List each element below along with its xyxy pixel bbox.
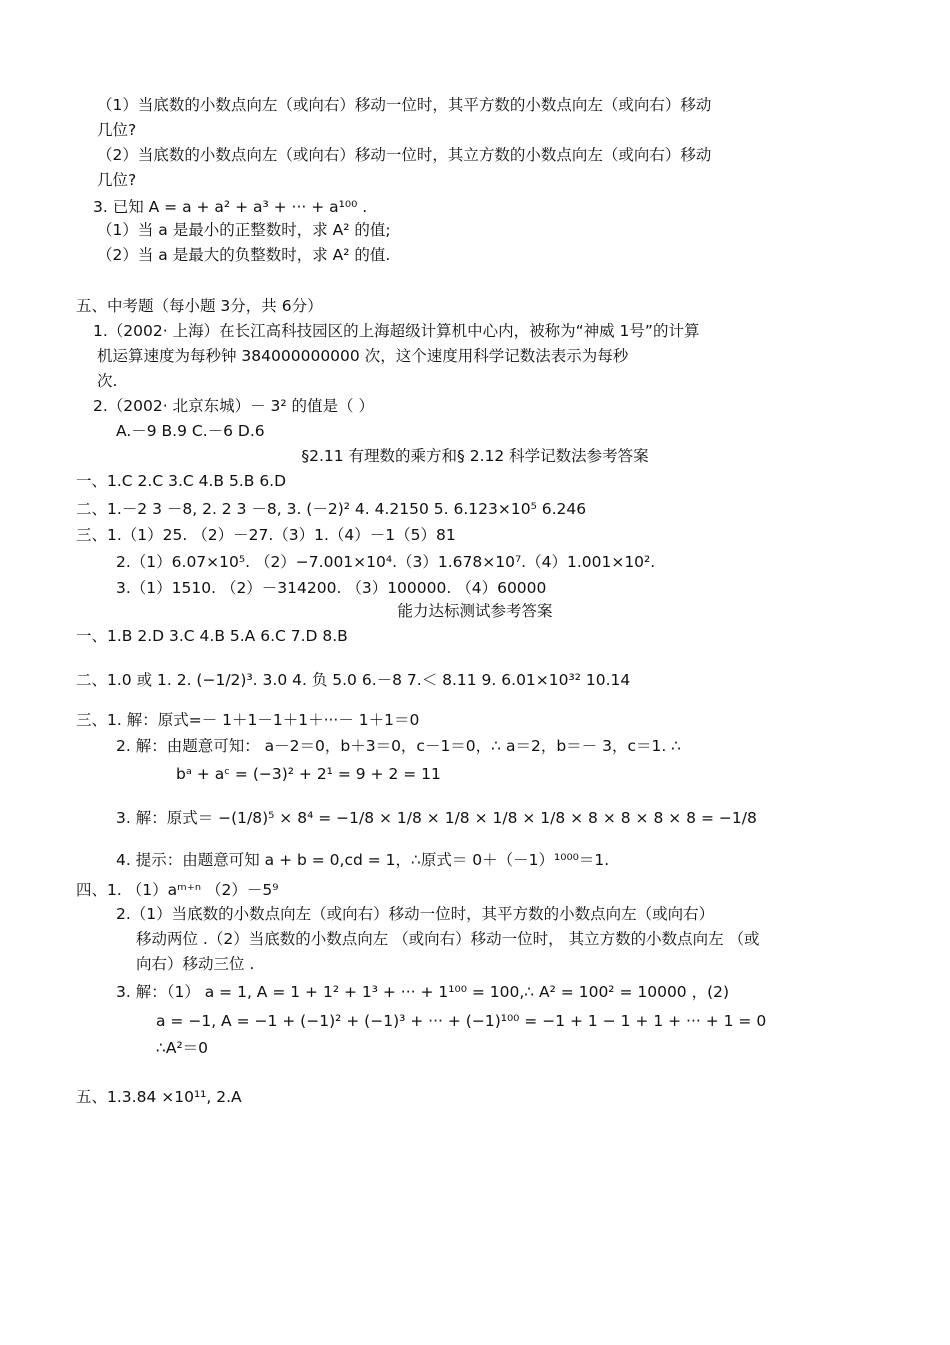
- answer-key-title: §2.11 有理数的乘方和§ 2.12 科学记数法参考答案: [301, 447, 649, 465]
- ability-answer-section-1: 一、1.B 2.D 3.C 4.B 5.A 6.C 7.D 8.B: [76, 627, 348, 645]
- exam-question-2-options: A.－9 B.9 C.－6 D.6: [116, 422, 265, 440]
- ability-answer-section-3-item-2-line-2: bᵃ + aᶜ = (−3)² + 2¹ = 9 + 2 = 11: [176, 765, 441, 783]
- question-3-part-1: （1）当 a 是最小的正整数时，求 A² 的值;: [97, 221, 391, 239]
- ability-answer-section-4-item-3-line-2: a = −1, A = −1 + (−1)² + (−1)³ + ··· + (−1)¹⁰⁰ = −1 + 1 − 1 + 1 + ··· + 1 = 0: [156, 1012, 767, 1030]
- exam-question-1-line-1: 1.（2002· 上海）在长江高科技园区的上海超级计算机中心内，被称为“神威 1号”的计算: [93, 322, 700, 340]
- ability-answer-section-4-item-2-line-3: 向右）移动三位 .: [136, 955, 255, 973]
- answer-section-3-item-2: 2.（1）6.07×10⁵. （2）−7.001×10⁴.（3）1.678×10⁷.（4）1.001×10².: [116, 553, 656, 571]
- answer-section-1: 一、1.C 2.C 3.C 4.B 5.B 6.D: [76, 472, 287, 490]
- answer-section-2: 二、1.－2 3 －8, 2. 2 3 －8, 3. (－2)² 4. 4.2150 5. 6.123×10⁵ 6.246: [76, 500, 587, 518]
- answer-section-3-item-3: 3.（1）1510. （2）－314200. （3）100000. （4）60000: [116, 579, 547, 597]
- ability-answer-section-3-item-3: 3. 解：原式＝ −(1/8)⁵ × 8⁴ = −1/8 × 1/8 × 1/8 × 1/8 × 1/8 × 8 × 8 × 8 × 8 = −1/8: [116, 809, 757, 827]
- question-2-part-1-line-1: （1）当底数的小数点向左（或向右）移动一位时，其平方数的小数点向左（或向右）移动: [97, 96, 712, 114]
- ability-answer-section-3-item-1: 三、1. 解：原式=－ 1＋1－1＋1＋···－ 1＋1＝0: [76, 711, 420, 729]
- ability-answer-section-3-item-2-line-1: 2. 解：由题意可知： a－2＝0，b＋3＝0，c－1＝0，∴ a＝2，b＝－ 3，c＝1. ∴: [116, 737, 682, 755]
- exam-question-1-line-2: 机运算速度为每秒钟 384000000000 次，这个速度用科学记数法表示为每秒: [97, 347, 629, 365]
- ability-answer-section-4-item-2-line-2: 移动两位 .（2）当底数的小数点向左 （或向右）移动一位时， 其立方数的小数点向左 （或: [136, 930, 760, 948]
- ability-test-answer-title: 能力达标测试参考答案: [397, 602, 553, 620]
- ability-answer-section-4-item-3-line-1: 3. 解：（1） a = 1, A = 1 + 1² + 1³ + ··· + 1¹⁰⁰ = 100,∴ A² = 100² = 10000 ，(2): [116, 983, 730, 1001]
- ability-answer-section-4-item-3-line-3: ∴A²＝0: [156, 1039, 209, 1057]
- question-2-part-1-line-2: 几位?: [97, 121, 137, 139]
- ability-answer-section-4-item-2-line-1: 2.（1）当底数的小数点向左（或向右）移动一位时，其平方数的小数点向左（或向右）: [116, 905, 715, 923]
- answer-section-3-item-1: 三、1.（1）25. （2）－27.（3）1.（4）－1（5）81: [76, 526, 456, 544]
- exam-question-2: 2.（2002· 北京东城）－ 3² 的值是（ ）: [93, 397, 374, 415]
- question-2-part-2-line-2: 几位?: [97, 171, 137, 189]
- ability-answer-section-3-item-4: 4. 提示：由题意可知 a + b = 0,cd = 1，∴原式＝ 0＋（－1）¹⁰⁰⁰＝1.: [116, 851, 610, 869]
- question-2-part-2-line-1: （2）当底数的小数点向左（或向右）移动一位时，其立方数的小数点向左（或向右）移动: [97, 146, 712, 164]
- question-3-statement: 3. 已知 A = a + a² + a³ + ··· + a¹⁰⁰ .: [93, 198, 368, 216]
- exam-question-1-line-3: 次.: [97, 372, 118, 390]
- ability-answer-section-2: 二、1.0 或 1. 2. (−1/2)³. 3.0 4. 负 5.0 6.－8 7.＜ 8.11 9. 6.01×10³² 10.14: [76, 671, 631, 689]
- question-3-part-2: （2）当 a 是最大的负整数时，求 A² 的值.: [97, 246, 391, 264]
- ability-answer-section-5: 五、1.3.84 ×10¹¹, 2.A: [76, 1088, 242, 1106]
- section-5-heading: 五、中考题（每小题 3分，共 6分）: [76, 297, 323, 315]
- ability-answer-section-4-item-1: 四、1. （1）aᵐ⁺ⁿ （2）－5⁹: [76, 881, 279, 899]
